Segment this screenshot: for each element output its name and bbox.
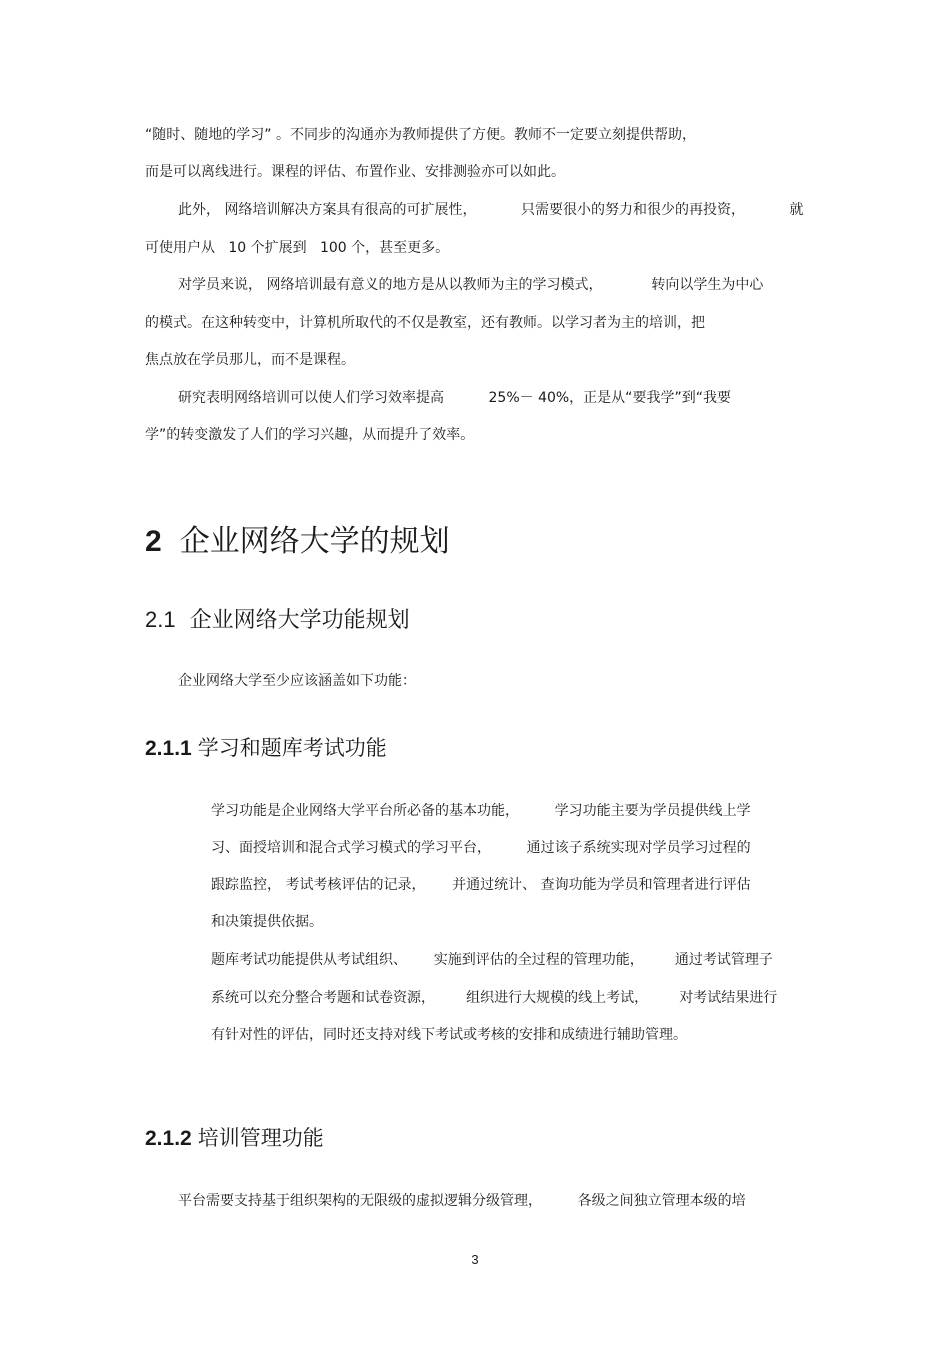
body-text-line: 习、面授培训和混合式学习模式的学习平台， 通过该子系统实现对学员学习过程的 xyxy=(211,840,751,856)
section-2-heading xyxy=(145,522,450,562)
section-2-1-2-heading xyxy=(145,1123,324,1154)
section-title: 培训管理功能 xyxy=(197,1126,324,1150)
body-text-line: 而是可以离线进行。课程的评估、布置作业、安排测验亦可以如此。 xyxy=(145,164,565,180)
section-number: 2.1.1 xyxy=(145,737,192,760)
section-number: 2.1 xyxy=(145,607,176,632)
body-text-line: 有针对性的评估，同时还支持对线下考试或考核的安排和成绩进行辅助管理。 xyxy=(211,1027,687,1043)
section-number: 2.1.2 xyxy=(145,1127,192,1150)
body-text-line: 跟踪监控， 考试考核评估的记录， 并通过统计、 查询功能为学员和管理者进行评估 xyxy=(211,877,751,893)
body-text-line: 系统可以充分整合考题和试卷资源， 组织进行大规模的线上考试， 对考试结果进行 xyxy=(211,990,778,1006)
body-text-line: 此外， 网络培训解决方案具有很高的可扩展性， 只需要很小的努力和很少的再投资， 就 xyxy=(178,202,804,218)
body-text-line: 学习功能是企业网络大学平台所必备的基本功能， 学习功能主要为学员提供线上学 xyxy=(211,803,751,819)
body-text-line: 学”的转变激发了人们的学习兴趣，从而提升了效率。 xyxy=(145,427,475,443)
body-text-line: 焦点放在学员那儿，而不是课程。 xyxy=(145,352,355,368)
body-text-line: 题库考试功能提供从考试组织、 实施到评估的全过程的管理功能， 通过考试管理子 xyxy=(211,952,773,968)
section-2-1-1-heading xyxy=(145,733,387,764)
section-title: 学习和题库考试功能 xyxy=(197,736,387,760)
section-number: 2 xyxy=(145,525,162,558)
body-text-line: 和决策提供依据。 xyxy=(211,914,323,930)
section-title: 企业网络大学功能规划 xyxy=(189,608,410,633)
section-2-1-heading xyxy=(145,605,410,636)
page-number: 3 xyxy=(471,1252,479,1267)
section-title: 企业网络大学的规划 xyxy=(179,524,450,559)
body-text-line: 企业网络大学至少应该涵盖如下功能： xyxy=(178,673,416,689)
body-text-line: “随时、随地的学习” 。不同步的沟通亦为教师提供了方便。教师不一定要立刻提供帮助， xyxy=(145,127,696,143)
body-text-line: 可使用户从 10 个扩展到 100 个，甚至更多。 xyxy=(145,240,450,256)
body-text-line: 平台需要支持基于组织架构的无限级的虚拟逻辑分级管理， 各级之间独立管理本级的培 xyxy=(178,1193,746,1209)
body-text-line: 研究表明网络培训可以使人们学习效率提高 25%－ 40%，正是从“要我学”到“我要 xyxy=(178,390,731,406)
body-text-line: 对学员来说， 网络培训最有意义的地方是从以教师为主的学习模式， 转向以学生为中心 xyxy=(178,277,764,293)
body-text-line: 的模式。在这种转变中，计算机所取代的不仅是教室，还有教师。以学习者为主的培训，把 xyxy=(145,315,705,331)
